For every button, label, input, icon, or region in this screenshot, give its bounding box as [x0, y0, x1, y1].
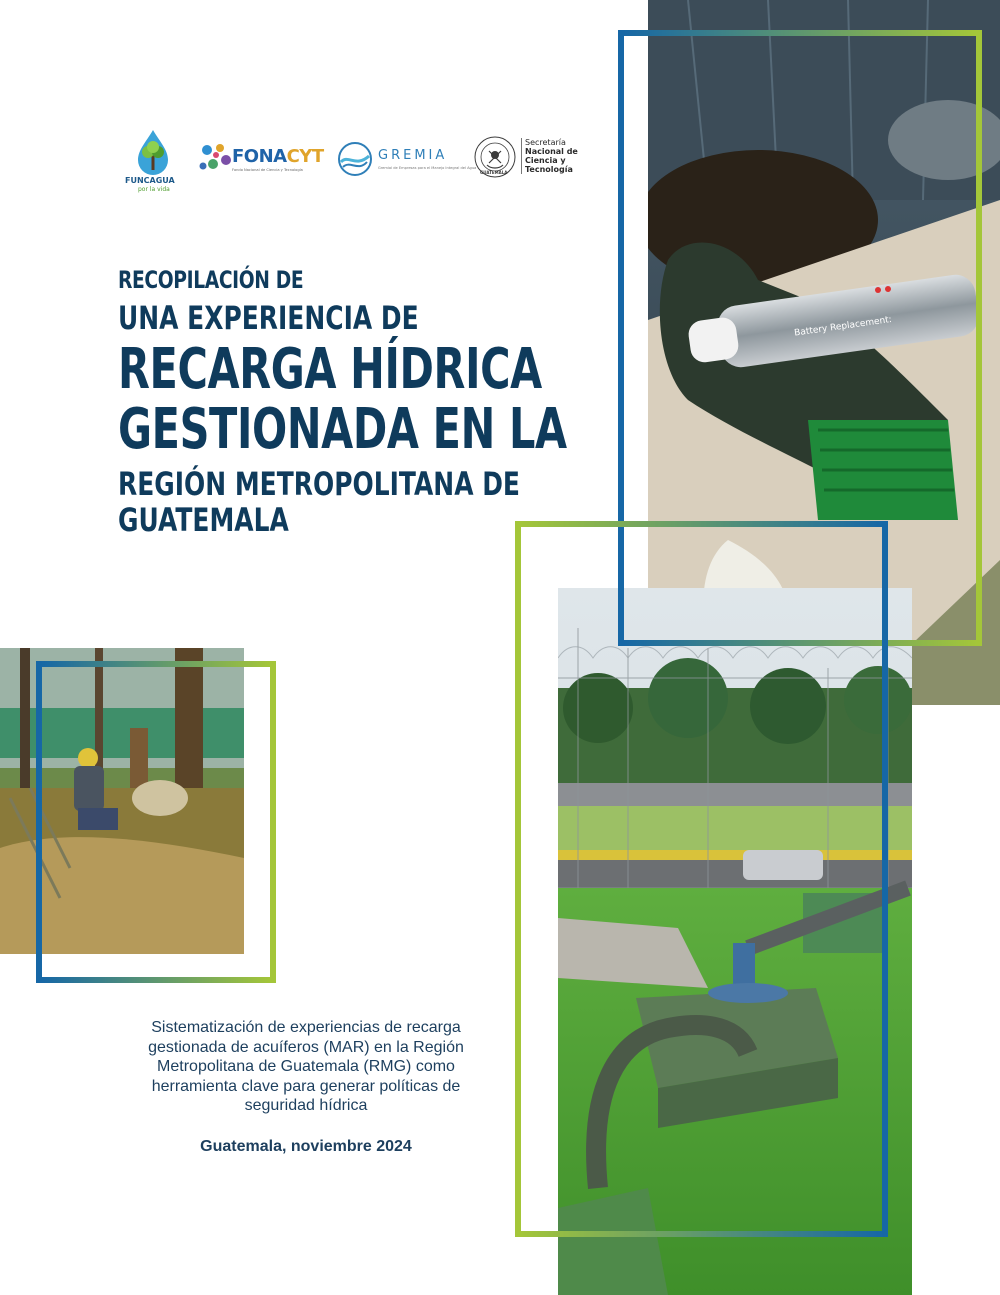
fonacyt-logo	[198, 128, 323, 196]
fonacyt-subtitle: Fondo Nacional de Ciencia y Tecnología	[232, 168, 303, 172]
molecule-cluster-icon	[198, 140, 234, 176]
fonacyt-name-a: FONA	[232, 146, 287, 167]
title-line-4: GESTIONADA EN LA	[118, 397, 567, 462]
gremia-name: GREMIA	[378, 148, 448, 163]
document-title	[118, 268, 578, 537]
senacyt-line2: Nacional de	[525, 147, 578, 156]
photo-frame-left	[36, 661, 276, 983]
title-line-1: RECOPILACIÓN DE	[118, 266, 304, 294]
photo-frame-bottom-right	[515, 521, 888, 1237]
senacyt-line3: Ciencia y	[525, 156, 566, 165]
senacyt-line1: Secretaría	[525, 138, 566, 147]
gremia-subtitle: Gremial de Empresas para el Manejo Integral del Agua	[378, 166, 477, 170]
publication-date: Guatemala, noviembre 2024	[200, 1138, 412, 1155]
wave-circle-icon	[336, 140, 374, 178]
title-line-3: RECARGA HÍDRICA	[118, 337, 542, 402]
title-line-2: UNA EXPERIENCIA DE	[118, 299, 419, 337]
senacyt-line4: Tecnología	[525, 165, 573, 174]
senacyt-logo	[473, 128, 588, 196]
gremia-logo	[336, 128, 477, 196]
funcagua-tagline: por la vida	[138, 186, 170, 193]
partner-logos	[125, 128, 588, 196]
funcagua-logo	[125, 128, 178, 196]
senacyt-seal-text: GUATEMALA	[480, 170, 508, 175]
senacyt-divider	[521, 138, 522, 174]
description-text: Sistematización de experiencias de recarga gestionada de acuíferos (MAR) en la Región Metropolitana de Guatemala (RMG) como herramienta clave para generar políticas de seguridad hídrica	[148, 1019, 464, 1115]
title-line-5a: REGIÓN METROPOLITANA DE	[118, 465, 520, 503]
title-line-5b: GUATEMALA	[118, 500, 289, 539]
battery-replacement-label: Battery Replacement:	[793, 314, 893, 339]
water-drop-tree-icon	[128, 128, 178, 178]
fonacyt-name-b: CYT	[286, 146, 324, 167]
funcagua-name: FUNCAGUA	[125, 176, 175, 185]
